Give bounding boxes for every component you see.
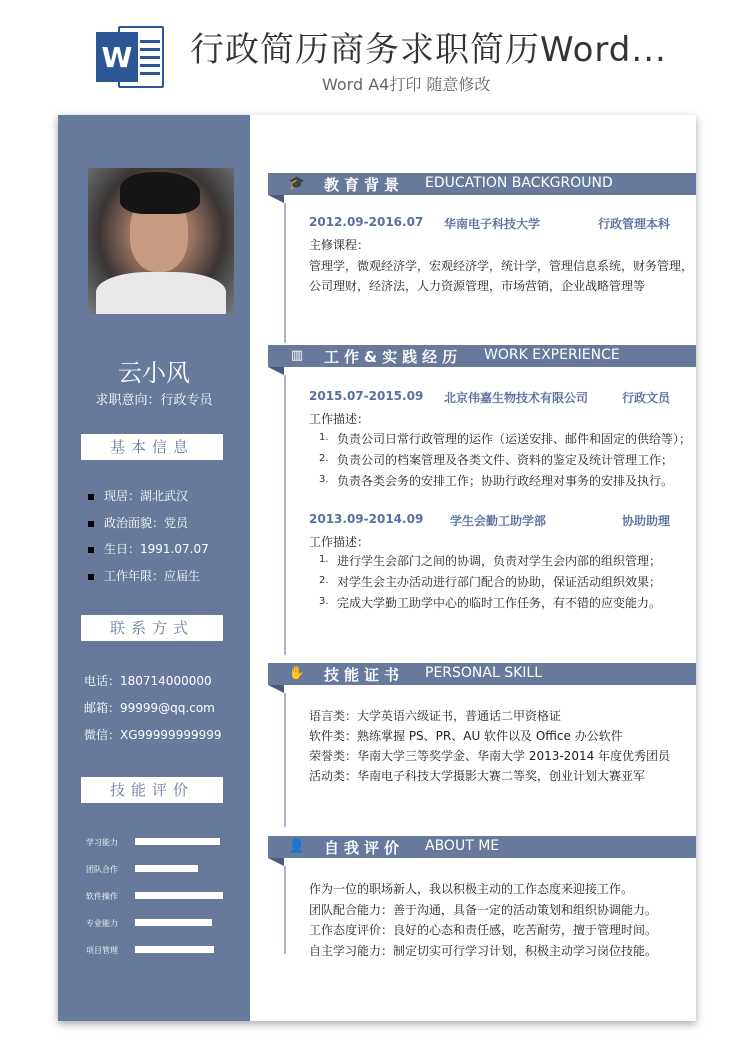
skill-line: 软件类：熟练掌握 PS、PR、AU 软件以及 Office 办公软件 — [309, 729, 623, 743]
person-icon: 👤 — [288, 839, 306, 854]
contact-email: 邮箱：99999@qq.com — [84, 701, 215, 715]
contact-phone: 电话：180714000000 — [84, 674, 212, 688]
skill-rating-label: 项目管理 — [86, 946, 118, 955]
job-duty: 负责各类会务的安排工作；协助行政经理对事务的安排及执行。 — [337, 474, 674, 488]
word-icon-letter: W — [96, 32, 138, 82]
skill-rating-label: 团队合作 — [86, 865, 118, 874]
job-period: 2015.07-2015.09 — [309, 389, 424, 403]
job-duty: 对学生会主办活动进行部门配合的协助，保证活动组织效果； — [337, 575, 662, 589]
word-icon — [96, 22, 164, 92]
about-heading: 👤 自我评价 ABOUT ME — [268, 836, 696, 858]
courses-line: 公司理财，经济法，人力资源管理，市场营销，企业战略管理等 — [309, 279, 646, 293]
job-period: 2013.09-2014.09 — [309, 512, 424, 526]
job-company: 北京伟嘉生物技术有限公司 — [444, 391, 589, 405]
timeline-line — [284, 866, 286, 954]
contact-wechat: 微信：XG99999999999 — [84, 728, 222, 742]
about-line: 工作态度评价：良好的心态和责任感，吃苦耐劳，擅于管理时间。 — [309, 923, 658, 937]
profile-photo — [88, 168, 234, 314]
timeline-line — [284, 693, 286, 827]
edu-major: 行政管理本科 — [598, 217, 671, 231]
job-duty: 负责公司日常行政管理的运作（运送安排、邮件和固定的供给等）； — [337, 432, 692, 446]
bullet-icon — [88, 574, 94, 580]
contact-heading: 联系方式 — [81, 615, 223, 641]
job-company: 学生会勤工助学部 — [450, 514, 547, 528]
job-desc-label: 工作描述： — [309, 412, 370, 426]
job-duty: 进行学生会部门之间的协调，负责对学生会内部的组织管理； — [337, 554, 662, 568]
list-number: 2. — [319, 575, 329, 586]
skill-line: 语言类：大学英语六级证书，普通话二甲资格证 — [309, 709, 562, 723]
basic-info-item: 工作年限：应届生 — [88, 567, 200, 584]
list-number: 2. — [319, 453, 329, 464]
skill-line: 荣誉类：华南大学三等奖学金、华南大学 2013-2014 年度优秀团员 — [309, 749, 671, 763]
candidate-name: 云小风 — [118, 359, 190, 387]
education-heading: 🎓 教育背景 EDUCATION BACKGROUND — [268, 173, 696, 195]
skills-heading: ✋ 技能证书 PERSONAL SKILL — [268, 663, 696, 685]
resume-page — [58, 115, 696, 1021]
job-duty: 完成大学勤工助学中心的临时工作任务，有不错的应变能力。 — [337, 596, 662, 610]
skill-rating-label: 专业能力 — [86, 919, 118, 928]
skill-line: 活动类：华南电子科技大学摄影大赛二等奖，创业计划大赛亚军 — [309, 769, 646, 783]
about-line: 自主学习能力：制定切实可行学习计划，积极主动学习岗位技能。 — [309, 944, 658, 958]
list-number: 1. — [319, 554, 329, 565]
timeline-line — [284, 375, 286, 655]
timeline-line — [284, 203, 286, 343]
about-line: 作为一位的职场新人，我以积极主动的工作态度来迎接工作。 — [309, 882, 634, 896]
edu-period: 2012.09-2016.07 — [309, 215, 424, 229]
courses-line: 管理学，微观经济学，宏观经济学，统计学，管理信息系统，财务管理， — [309, 259, 694, 273]
skill-rating-bar — [135, 892, 223, 899]
edu-school: 华南电子科技大学 — [444, 217, 541, 231]
about-line: 团队配合能力：善于沟通，具备一定的活动策划和组织协调能力。 — [309, 903, 658, 917]
list-number: 3. — [319, 596, 329, 607]
basic-info-item: 政治面貌：党员 — [88, 514, 188, 531]
skill-rating-label: 学习能力 — [86, 838, 118, 847]
skill-rating-bar — [135, 919, 212, 926]
job-duty: 负责公司的档案管理及各类文件、资料的鉴定及统计管理工作； — [337, 453, 674, 467]
document-title: 行政简历商务求职简历Word... — [190, 30, 667, 70]
job-intent: 求职意向：行政专员 — [95, 393, 213, 408]
skill-rating-bar — [135, 838, 220, 845]
bullet-icon — [88, 547, 94, 553]
job-desc-label: 工作描述： — [309, 535, 370, 549]
sidebar — [58, 115, 250, 1021]
bullet-icon — [88, 494, 94, 500]
basic-info-heading: 基本信息 — [81, 434, 223, 460]
basic-info-item: 现居：湖北武汉 — [88, 487, 188, 504]
list-number: 1. — [319, 432, 329, 443]
bullet-icon — [88, 521, 94, 527]
document-subtitle: Word A4打印 随意修改 — [322, 75, 491, 94]
bar-chart-icon: ▥ — [290, 348, 304, 363]
job-role: 协助助理 — [622, 514, 671, 528]
graduation-cap-icon: 🎓 — [288, 176, 306, 191]
work-heading: ▥ 工作&实践经历 WORK EXPERIENCE — [268, 345, 696, 367]
skill-rating-heading: 技能评价 — [81, 777, 223, 803]
hand-icon: ✋ — [288, 666, 306, 681]
skill-rating-bar — [135, 865, 198, 872]
list-number: 3. — [319, 474, 329, 485]
basic-info-item: 生日：1991.07.07 — [88, 540, 209, 557]
job-role: 行政文员 — [622, 391, 671, 405]
skill-rating-label: 软件操作 — [86, 892, 118, 901]
skill-rating-bar — [135, 946, 214, 953]
courses-label: 主修课程： — [309, 238, 370, 252]
